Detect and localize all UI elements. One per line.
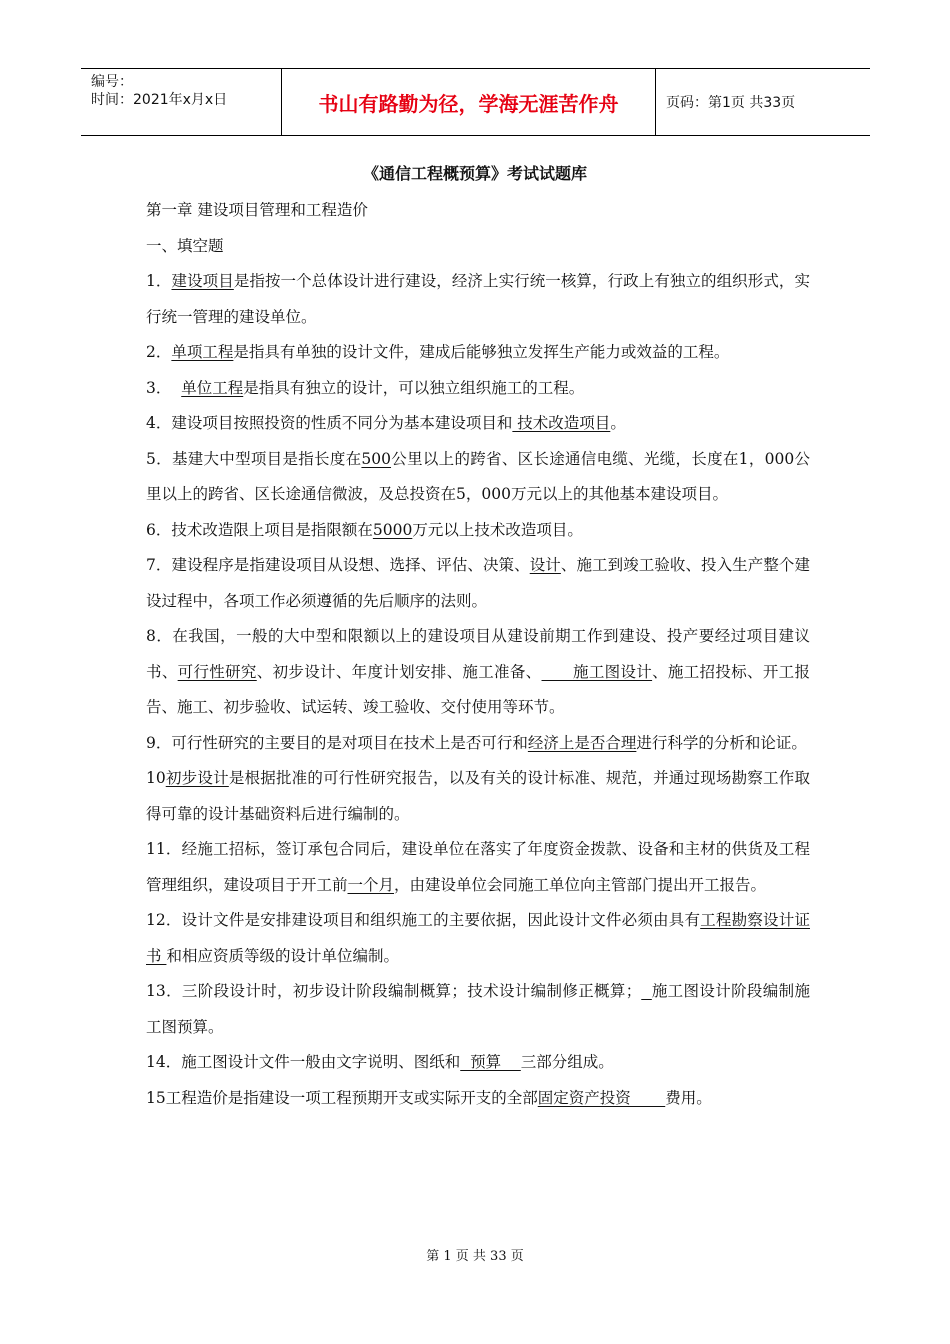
number-label: 编号： <box>91 74 133 90</box>
answer-5: 500 <box>361 449 392 468</box>
answer-7: 设计 <box>529 556 561 574</box>
question-8: 8．在我国，一般的大中型和限额以上的建设项目从建设前期工作到建设、投产要经过项目建议书、可行性研究、初步设计、年度计划安排、施工准备、 施工图设计、施工招投标、开工报告、施工、初步验收、试运转、竣工验收、交付使用等环节。 <box>146 627 810 716</box>
answer-11: 一个月 <box>347 875 395 894</box>
answer-4: 技术改造项目 <box>512 414 611 432</box>
page-code: 页码：第1页 共33页 <box>666 95 796 111</box>
answer-8b: 施工图设计 <box>541 662 653 681</box>
motto-text: 书山有路勤为径，学海无涯苦作舟 <box>318 91 619 116</box>
answer-1: 建设项目 <box>171 272 234 290</box>
question-15: 15工程造价是指建设一项工程预期开支或实际开支的全部固定资产投资 费用。 <box>146 1088 712 1107</box>
answer-2: 单项工程 <box>171 343 234 361</box>
motto-cell <box>282 69 656 135</box>
answer-14: 预算 <box>460 1053 521 1071</box>
page-code-cell <box>656 69 870 135</box>
question-14: 14．施工图设计文件一般由文字说明、图纸和 预算 三部分组成。 <box>146 1053 614 1071</box>
question-1: 1．建设项目是指按一个总体设计进行建设，经济上实行统一核算，行政上有独立的组织形式，实行统一管理的建设单位。 <box>146 272 810 326</box>
document-body <box>146 193 810 1116</box>
question-4: 4．建设项目按照投资的性质不同分为基本建设项目和 技术改造项目。 <box>146 414 626 432</box>
question-10: 10初步设计是根据批准的可行性研究报告，以及有关的设计标准、规范，并通过现场勘察工作取得可靠的设计基础资料后进行编制的。 <box>146 769 810 823</box>
answer-10: 初步设计 <box>165 769 229 787</box>
chapter-heading: 第一章 建设项目管理和工程造价 <box>146 201 368 219</box>
answer-9: 经济上是否合理 <box>527 733 637 752</box>
question-2: 2．单项工程是指具有单独的设计文件，建成后能够独立发挥生产能力或效益的工程。 <box>146 343 730 361</box>
answer-6: 5000 <box>372 520 413 539</box>
section-heading: 一、填空题 <box>146 236 224 255</box>
question-13: 13．三阶段设计时，初步设计阶段编制概算；技术设计编制修正概算； 施工图设计阶段编制施工图预算。 <box>146 982 810 1036</box>
question-3: 3． 单位工程是指具有独立的设计，可以独立组织施工的工程。 <box>146 378 585 397</box>
answer-15: 固定资产投资 <box>537 1088 666 1107</box>
question-7: 7．建设程序是指建设项目从设想、选择、评估、决策、设计、施工到竣工验收、投入生产整个建设过程中，各项工作必须遵循的先后顺序的法则。 <box>146 556 810 610</box>
document-title: 《通信工程概预算》考试试题库 <box>362 164 587 183</box>
answer-3: 单位工程 <box>181 378 244 397</box>
time-label: 时间：2021年x月x日 <box>91 92 228 108</box>
header-left-cell <box>81 69 282 135</box>
header-table <box>81 68 870 136</box>
answer-8a: 可行性研究 <box>177 662 257 681</box>
question-5: 5．基建大中型项目是指长度在500公里以上的跨省、区长途通信电缆、光缆，长度在1，000公里以上的跨省、区长途通信微波，及总投资在5，000万元以上的其他基本建设项目。 <box>146 449 810 503</box>
question-6: 6．技术改造限上项目是指限额在5000万元以上技术改造项目。 <box>146 520 583 539</box>
question-12: 12．设计文件是安排建设项目和组织施工的主要依据，因此设计文件必须由具有工程勘察设计证书 和相应资质等级的设计单位编制。 <box>146 911 810 965</box>
answer-12: 工程勘察设计证书 <box>146 911 810 965</box>
question-9: 9．可行性研究的主要目的是对项目在技术上是否可行和经济上是否合理进行科学的分析和论证。 <box>146 733 807 752</box>
page-footer: 第 1 页 共 33 页 <box>426 1249 524 1264</box>
question-11: 11．经施工招标，签订承包合同后，建设单位在落实了年度资金拨款、设备和主材的供货及工程管理组织，建设项目于开工前一个月，由建设单位会同施工单位向主管部门提出开工报告。 <box>146 840 810 894</box>
answer-13 <box>641 982 652 1000</box>
